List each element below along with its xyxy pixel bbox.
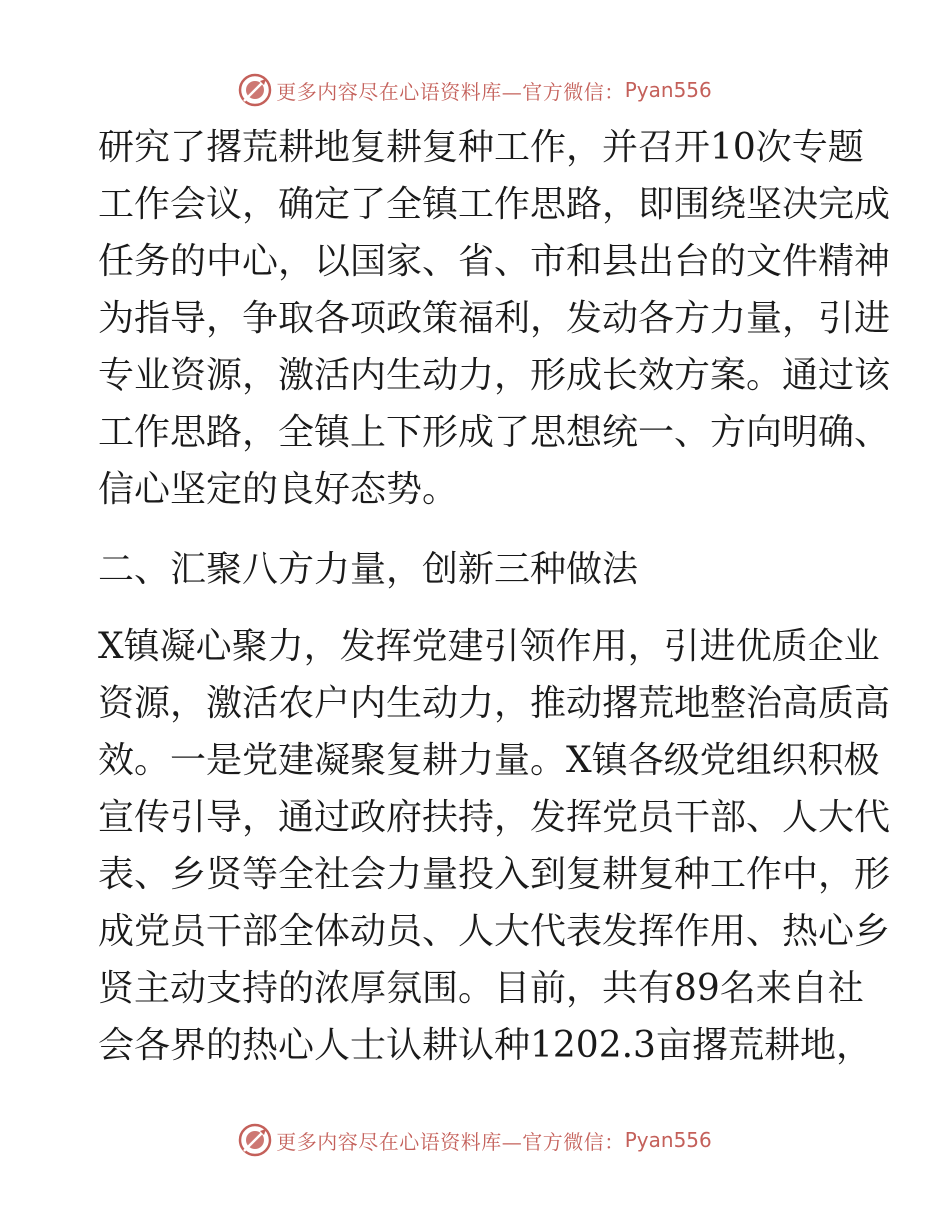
watermark-wechat-id: Pyan556 (624, 1128, 712, 1152)
section-heading: 二、汇聚八方力量，创新三种做法 (98, 549, 639, 590)
text-line: 会各界的热心人士认耕认种1202.3亩撂荒耕地， (98, 1025, 872, 1066)
text-line: 效。一是党建凝聚复耕力量。X镇各级党组织积极 (98, 740, 880, 781)
text-line: 贤主动支持的浓厚氛围。目前，共有89名来自社 (98, 968, 864, 1009)
text-line: 成党员干部全体动员、人大代表发挥作用、热心乡 (98, 911, 891, 952)
text-line: 为指导，争取各项政策福利，发动各方力量，引进 (98, 298, 891, 339)
watermark-wechat-id: Pyan556 (624, 78, 712, 102)
watermark-logo-icon (238, 1123, 272, 1157)
text-line: 表、乡贤等全社会力量投入到复耕复种工作中，形 (98, 854, 891, 895)
text-line: 研究了撂荒耕地复耕复种工作，并召开10次专题 (98, 127, 864, 168)
text-line: X镇凝心聚力，发挥党建引领作用，引进优质企业 (98, 626, 880, 667)
text-line: 信心坚定的良好态势。 (98, 469, 459, 510)
text-line: 工作思路，全镇上下形成了思想统一、方向明确、 (98, 412, 891, 453)
text-line: 宣传引导，通过政府扶持，发挥党员干部、人大代 (98, 797, 891, 838)
text-line: 工作会议，确定了全镇工作思路，即围绕坚决完成 (98, 184, 891, 225)
text-line: 任务的中心，以国家、省、市和县出台的文件精神 (98, 241, 891, 282)
watermark-text: 更多内容尽在心语资料库—官方微信： (276, 1129, 625, 1154)
text-line: 资源，激活农户内生动力，推动撂荒地整治高质高 (98, 683, 891, 724)
footer-watermark (0, 1120, 950, 1160)
watermark-logo-icon (238, 73, 272, 107)
watermark-text: 更多内容尽在心语资料库—官方微信： (276, 79, 625, 104)
text-line: 专业资源，激活内生动力，形成长效方案。通过该 (98, 355, 891, 396)
header-watermark (0, 70, 950, 110)
